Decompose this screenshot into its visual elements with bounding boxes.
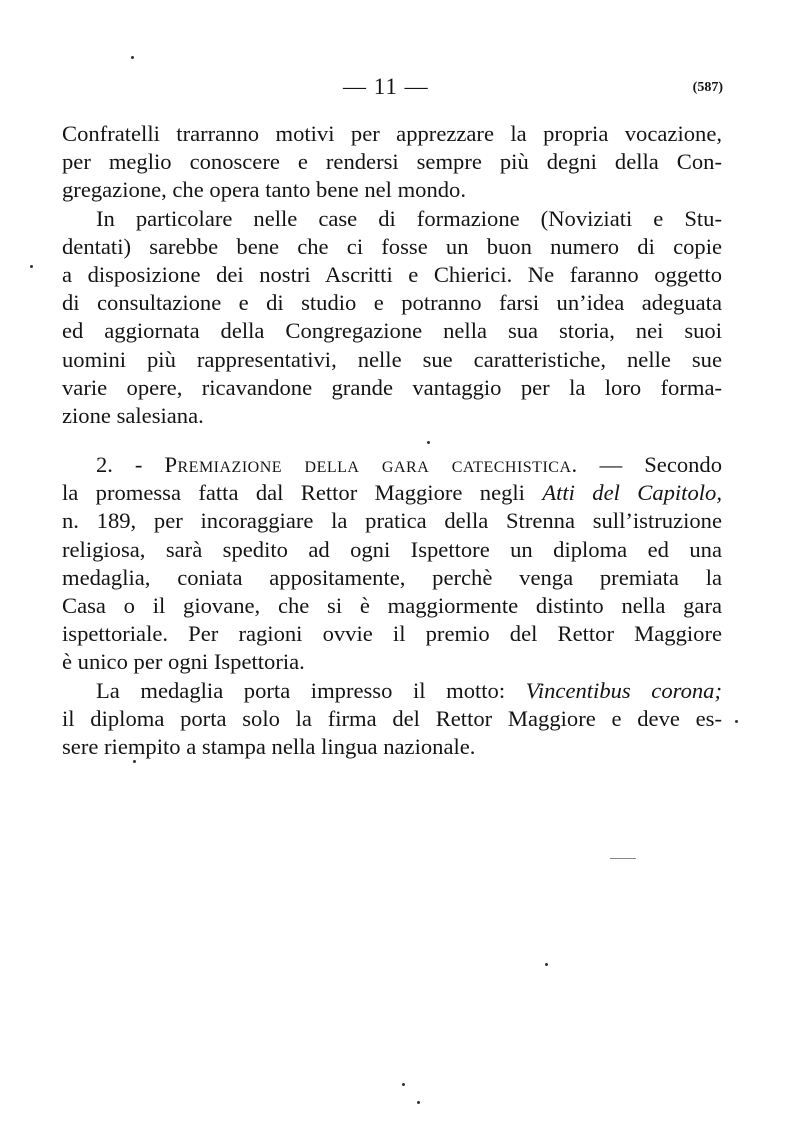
text-fragment: La medaglia porta impresso il motto:	[96, 677, 506, 703]
intro-text-block	[62, 120, 722, 430]
text-line: n. 189, per incoraggiare la pratica della Strenna sull’istruzione	[62, 508, 722, 534]
text-line: per meglio conoscere e rendersi sempre più degni della Con-	[62, 149, 722, 175]
text-line: zione salesiana.	[62, 403, 204, 429]
page-reference-number: (587)	[692, 80, 723, 95]
text-line: gregazione, che opera tanto bene nel mondo.	[62, 177, 467, 203]
text-line: ed aggiornata della Congregazione nella sua storia, nei suoi	[62, 318, 722, 344]
text-line: il diploma porta solo la firma del Rettor Maggiore e deve es-	[62, 705, 722, 731]
scan-speck	[545, 963, 548, 966]
scan-speck	[417, 1101, 420, 1104]
section-2-text-block	[62, 451, 722, 761]
text-line: Confratelli trarranno motivi per apprezzare la propria vocazione,	[62, 121, 722, 146]
text-line: ispettoriale. Per ragioni ovvie il premio del Rettor Maggiore	[62, 621, 722, 647]
text-fragment: Secondo	[644, 452, 723, 477]
scan-speck	[131, 56, 134, 59]
scan-speck	[402, 1083, 405, 1086]
text-line: religiosa, sarà spedito ad ogni Ispettore un diploma ed una	[62, 536, 722, 562]
section-heading: Premiazione della gara catechistica.	[164, 452, 578, 477]
italic-motto: Vincentibus corona;	[525, 677, 722, 703]
text-fragment: la promessa fatta dal Rettor Maggiore negli	[62, 480, 525, 506]
text-line: di consultazione e di studio e potranno farsi un’idea adeguata	[62, 290, 722, 316]
text-line	[62, 479, 722, 507]
scan-speck	[427, 441, 430, 444]
text-line: sere riempito a stampa nella lingua nazionale.	[62, 734, 476, 760]
scan-speck	[735, 720, 738, 723]
page-number: — 11 —	[343, 74, 429, 99]
text-line: dentati) sarebbe bene che ci fosse un buon numero di copie	[62, 233, 722, 259]
page-header	[0, 74, 793, 104]
section-number: 2. -	[96, 452, 143, 477]
text-line: è unico per ogni Ispettoria.	[62, 649, 305, 675]
section-heading-line	[62, 451, 722, 479]
text-line: Casa o il giovane, che si è maggiormente distinto nella gara	[62, 593, 722, 619]
text-line: In particolare nelle case di formazione (Noviziati e Stu-	[96, 205, 722, 231]
text-line	[62, 677, 722, 705]
scan-mark	[610, 858, 636, 859]
italic-reference: Atti del Capitolo,	[542, 480, 722, 506]
text-line: a disposizione dei nostri Ascritti e Chierici. Ne faranno oggetto	[62, 262, 722, 288]
scan-speck	[30, 265, 33, 268]
text-line: uomini più rappresentativi, nelle sue caratteristiche, nelle sue	[62, 346, 722, 372]
em-dash: —	[599, 452, 623, 477]
scan-speck	[133, 760, 136, 763]
text-line: varie opere, ricavandone grande vantaggio per la loro forma-	[62, 374, 722, 400]
text-line: medaglia, coniata appositamente, perchè venga premiata la	[62, 564, 722, 590]
